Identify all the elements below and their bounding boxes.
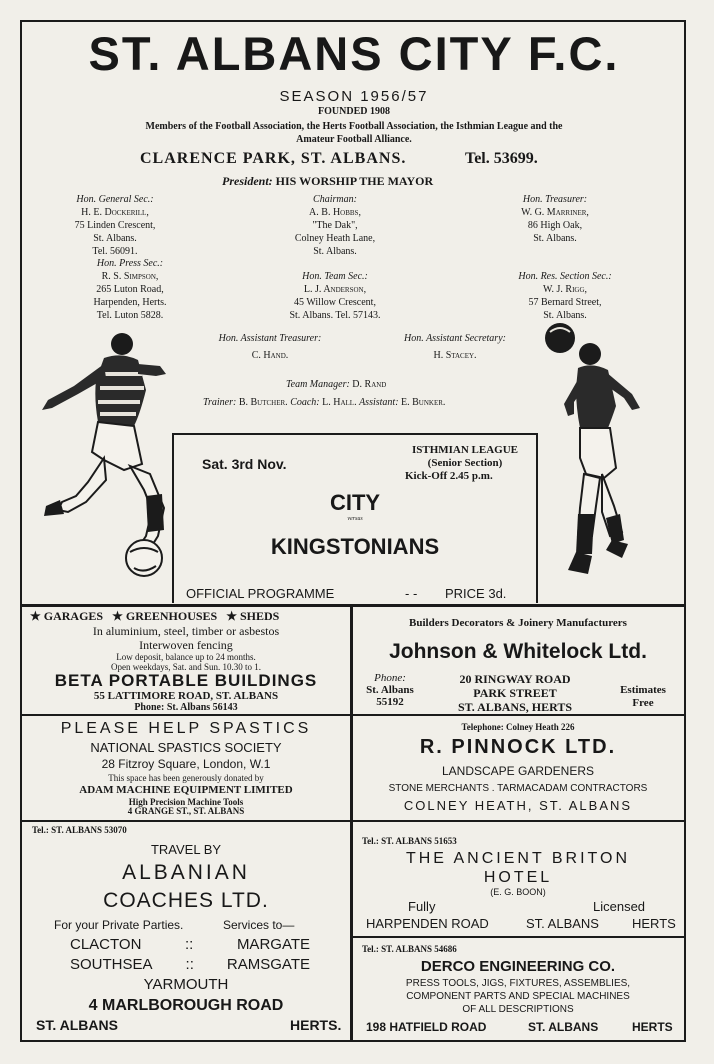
asst-secretary-role: Hon. Assistant Secretary: <box>404 333 506 344</box>
asst-secretary-name: H. Stacey. <box>433 350 477 361</box>
asst-treasurer-role: Hon. Assistant Treasurer: <box>218 333 322 344</box>
spastics-line-7: 4 GRANGE ST., ST. ALBANS <box>127 806 245 816</box>
briton-fully: Fully <box>408 899 436 914</box>
derco-line-2: COMPONENT PARTS AND SPECIAL MACHINES <box>406 991 630 1002</box>
albanian-tel: Tel.: ST. ALBANS 53070 <box>32 825 127 835</box>
briton-owner: (E. G. BOON) <box>490 887 546 897</box>
johnson-phone-label: Phone: <box>374 672 406 684</box>
res-sec-line: St. Albans. <box>543 310 587 321</box>
president-name: HIS WORSHIP THE MAYOR <box>275 174 434 188</box>
albanian-dest-row <box>70 956 310 973</box>
officer-chairman <box>255 193 415 258</box>
beta-line-3: Low deposit, balance up to 24 months. <box>116 652 256 662</box>
club-title: ST. ALBANS CITY F.C. <box>88 27 620 80</box>
albanian-sep: :: <box>185 936 194 953</box>
press-sec-line: R. S. Simpson, <box>101 271 159 282</box>
press-sec-line: 265 Luton Road, <box>96 284 164 295</box>
pinnock-tel: Telephone: Colney Heath 226 <box>461 722 575 732</box>
ads-top-rule <box>22 604 684 607</box>
albanian-town: ST. ALBANS <box>36 1017 118 1033</box>
pinnock-place: COLNEY HEATH, ST. ALBANS <box>403 798 633 813</box>
beta-address: 55 LATTIMORE ROAD, ST. ALBANS <box>93 690 279 702</box>
pinnock-name: R. PINNOCK LTD. <box>419 736 617 758</box>
ad-divider <box>353 714 684 716</box>
team-manager <box>286 378 386 391</box>
johnson-phone-num: 55192 <box>376 696 404 708</box>
derco-county: HERTS <box>632 1020 673 1034</box>
club-tel: Tel. 53699. <box>465 150 538 167</box>
chairman-line: Colney Heath Lane, <box>294 233 376 244</box>
treasurer-line: 86 High Oak, <box>527 220 583 231</box>
officer-team-sec <box>250 270 420 322</box>
johnson-addr: 20 RINGWAY ROAD <box>459 672 571 686</box>
briton-line-1: THE ANCIENT BRITON <box>405 850 631 867</box>
season: SEASON 1956/57 <box>279 88 429 105</box>
officer-gen-sec <box>40 193 190 258</box>
res-sec-role: Hon. Res. Section Sec.: <box>518 271 612 282</box>
derco-tel: Tel.: ST. ALBANS 54686 <box>362 944 457 954</box>
albanian-sep: :: <box>185 956 194 973</box>
spastics-line-1: PLEASE HELP SPASTICS <box>60 720 312 737</box>
price: PRICE 3d. <box>445 586 507 601</box>
free: Free <box>632 697 654 709</box>
albanian-dest-3: YARMOUTH <box>143 976 229 993</box>
albanian-line-2: ALBANIAN <box>122 861 250 884</box>
albanian-line-4a: For your Private Parties. <box>54 918 184 932</box>
johnson-addr: ST. ALBANS, HERTS <box>457 700 573 714</box>
president-role: President: <box>222 174 273 188</box>
treasurer-line: St. Albans. <box>533 233 577 244</box>
estimates: Estimates <box>620 684 666 696</box>
treasurer-role: Hon. Treasurer: <box>522 194 588 205</box>
dashes: - - <box>405 586 418 601</box>
home-team: CITY <box>329 490 381 515</box>
albanian-dest: RAMSGATE <box>226 956 310 973</box>
spastics-line-4: This space has been generously donated by <box>108 773 264 783</box>
press-sec-line: Tel. Luton 5828. <box>96 310 164 321</box>
officer-res-sec <box>485 270 645 322</box>
albanian-dest: MARGATE <box>236 936 310 953</box>
ad-divider <box>22 714 350 716</box>
derco-town: ST. ALBANS <box>528 1020 599 1034</box>
assistant-role: Assistant: <box>359 397 399 408</box>
president <box>222 174 433 189</box>
derco-line-3: OF ALL DESCRIPTIONS <box>462 1004 574 1015</box>
gen-sec-line: 75 Linden Crescent, <box>74 220 156 231</box>
pinnock-trade: LANDSCAPE GARDENERS <box>441 764 595 778</box>
pinnock-trade-2: STONE MERCHANTS . TARMACADAM CONTRACTORS <box>388 783 648 794</box>
albanian-address: 4 MARLBOROUGH ROAD <box>88 997 284 1014</box>
beta-line-4: Open weekdays, Sat. and Sun. 10.30 to 1. <box>111 662 261 672</box>
league-section: (Senior Section) <box>427 457 503 469</box>
chairman-role: Chairman: <box>313 194 357 205</box>
official-programme: OFFICIAL PROGRAMME <box>186 586 335 601</box>
footballer-left-illustration <box>34 330 174 582</box>
treasurer-line: W. G. Marriner, <box>521 207 589 218</box>
versus: versus <box>347 516 363 522</box>
team-sec-line: St. Albans. Tel. 57143. <box>289 310 381 321</box>
albanian-dest-row <box>70 936 310 953</box>
gen-sec-line: Tel. 56091. <box>92 246 138 257</box>
chairman-line: St. Albans. <box>313 246 357 257</box>
footballer-right-illustration <box>540 318 680 594</box>
ads-center-rule <box>350 604 353 1040</box>
spastics-line-3: 28 Fitzroy Square, London, W.1 <box>101 757 271 771</box>
beta-header-item: ★ GREENHOUSES <box>112 609 218 623</box>
johnson-trade: Builders Decorators & Joinery Manufacturers <box>409 617 627 629</box>
asst-treasurer-name: C. Hand. <box>251 350 289 361</box>
press-sec-role: Hon. Press Sec.: <box>96 258 164 269</box>
trainer-name: B. Butcher. <box>238 397 288 408</box>
spastics-line-5: ADAM MACHINE EQUIPMENT LIMITED <box>79 784 293 796</box>
team-sec-line: L. J. Anderson, <box>303 284 367 295</box>
albanian-county: HERTS. <box>290 1017 342 1033</box>
johnson-name: Johnson & Whitelock Ltd. <box>389 640 647 663</box>
chairman-line: "The Dak", <box>312 220 358 231</box>
beta-phone: Phone: St. Albans 56143 <box>134 702 238 713</box>
team-sec-line: 45 Willow Crescent, <box>294 297 376 308</box>
beta-header-item: ★ SHEDS <box>226 609 280 623</box>
ad-divider <box>353 936 684 938</box>
away-team: KINGSTONIANS <box>270 534 440 559</box>
coach-name: L. Hall. <box>322 397 357 408</box>
johnson-phone-town: St. Albans <box>366 684 414 696</box>
team-manager-name: D. Rand <box>352 379 387 390</box>
johnson-estimates <box>612 684 674 710</box>
spastics-line-2: NATIONAL SPASTICS SOCIETY <box>90 740 282 755</box>
beta-line-1: In aluminium, steel, timber or asbestos <box>92 624 280 638</box>
training-staff <box>203 396 445 409</box>
albanian-line-4b: Services to— <box>223 918 295 932</box>
derco-road: 198 HATFIELD ROAD <box>366 1020 487 1034</box>
officer-asst-treasurer <box>185 332 355 362</box>
match-league <box>395 444 535 470</box>
members-line-1: Members of the Football Association, the Herts Football Association, the Isthmian League and the <box>145 121 563 132</box>
trainer-role: Trainer: <box>203 397 237 408</box>
chairman-line: A. B. Hobbs, <box>309 207 361 218</box>
derco-name: DERCO ENGINEERING CO. <box>420 958 616 975</box>
albanian-line-1: TRAVEL BY <box>150 842 222 857</box>
beta-header <box>30 609 350 624</box>
spastics-line-6: High Precision Machine Tools <box>128 797 244 807</box>
ad-divider <box>22 820 684 822</box>
gen-sec-line: St. Albans. <box>93 233 137 244</box>
officer-asst-secretary <box>375 332 535 362</box>
gen-sec-line: H. E. Dockerill, <box>81 207 149 218</box>
briton-line-2: HOTEL <box>483 869 553 886</box>
officer-treasurer <box>480 193 630 245</box>
albanian-dest: CLACTON <box>70 936 142 953</box>
kick-off: Kick-Off 2.45 p.m. <box>405 470 493 482</box>
beta-header-item: ★ GARAGES <box>30 609 104 623</box>
match-date: Sat. 3rd Nov. <box>202 456 287 472</box>
coach-role: Coach: <box>290 397 320 408</box>
briton-road: HARPENDEN ROAD <box>366 916 489 931</box>
assistant-name: E. Bunker. <box>401 397 446 408</box>
albanian-line-3: COACHES LTD. <box>103 889 269 912</box>
beta-line-2: Interwoven fencing <box>139 638 233 652</box>
league-name: ISTHMIAN LEAGUE <box>411 444 519 456</box>
albanian-dest: SOUTHSEA <box>70 956 153 973</box>
press-sec-line: Harpenden, Herts. <box>93 297 167 308</box>
briton-tel: Tel.: ST. ALBANS 51653 <box>362 836 457 846</box>
officer-press-sec <box>40 257 220 322</box>
johnson-phone <box>360 672 420 708</box>
ground: CLARENCE PARK, ST. ALBANS. <box>140 150 407 167</box>
johnson-addr: PARK STREET <box>473 686 557 700</box>
gen-sec-role: Hon. General Sec.: <box>76 194 154 205</box>
res-sec-line: 57 Bernard Street, <box>528 297 602 308</box>
beta-name: BETA PORTABLE BUILDINGS <box>54 671 318 690</box>
briton-licensed: Licensed <box>593 899 646 914</box>
team-sec-role: Hon. Team Sec.: <box>302 271 368 282</box>
res-sec-line: W. J. Rigg, <box>542 284 588 295</box>
team-manager-role: Team Manager: <box>286 379 350 390</box>
briton-county: HERTS <box>632 916 676 931</box>
founded: FOUNDED 1908 <box>318 106 390 117</box>
briton-town: ST. ALBANS <box>526 916 599 931</box>
members-line-2: Amateur Football Alliance. <box>296 134 412 145</box>
johnson-address <box>430 672 600 714</box>
derco-line-1: PRESS TOOLS, JIGS, FIXTURES, ASSEMBLIES, <box>405 978 631 989</box>
